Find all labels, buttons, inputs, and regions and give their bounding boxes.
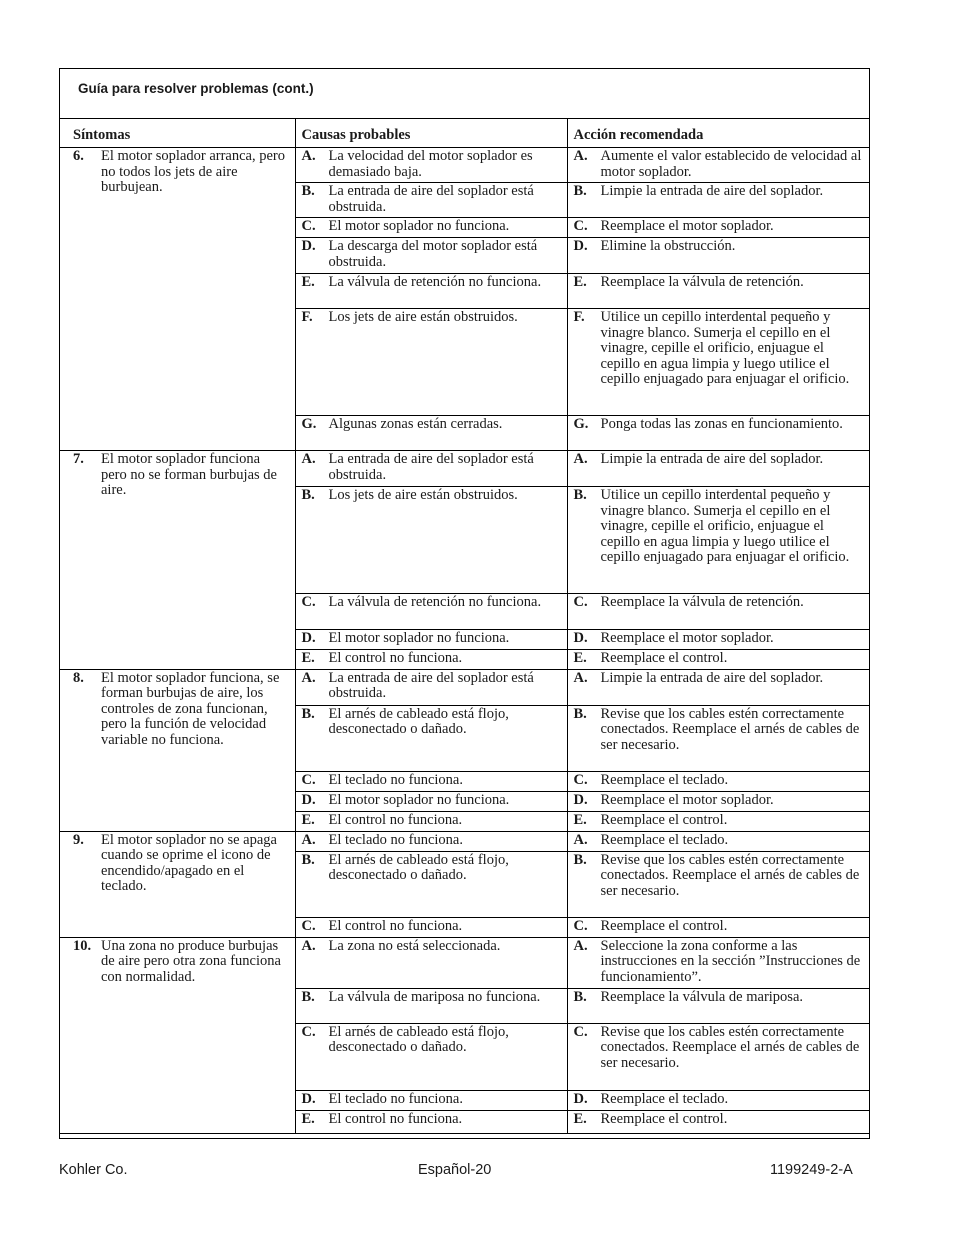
table-row bbox=[59, 669, 870, 705]
action-text: Reemplace la válvula de retención. bbox=[600, 594, 804, 610]
cause-cell bbox=[295, 594, 567, 630]
cause-letter: D. bbox=[301, 1090, 316, 1107]
cause-cell bbox=[295, 771, 567, 791]
header-symptoms: Síntomas bbox=[59, 119, 295, 148]
action-cell bbox=[567, 1110, 870, 1133]
cause-cell bbox=[295, 791, 567, 811]
symptom-text: El motor soplador funciona, se forman burbujas de aire, los controles de zona funcionan, pero la función de velocidad variable no funciona. bbox=[101, 669, 280, 748]
action-letter: D. bbox=[573, 238, 588, 254]
action-letter: B. bbox=[573, 183, 587, 199]
cause-letter: F. bbox=[301, 309, 313, 325]
action-text: Reemplace la válvula de mariposa. bbox=[600, 988, 804, 1005]
action-cell bbox=[567, 630, 870, 650]
cause-cell bbox=[295, 811, 567, 831]
symptom-text: El motor soplador arranca, pero no todos los jets de aire burbujean. bbox=[101, 148, 285, 195]
cause-cell bbox=[295, 274, 567, 309]
action-cell bbox=[567, 705, 870, 771]
cause-text: Los jets de aire están obstruidos. bbox=[328, 309, 518, 325]
cause-cell bbox=[295, 1090, 567, 1110]
cause-text: El teclado no funciona. bbox=[328, 831, 463, 848]
action-text: Elimine la obstrucción. bbox=[600, 238, 736, 254]
action-letter: C. bbox=[573, 771, 588, 788]
cause-cell bbox=[295, 630, 567, 650]
section-title: Guía para resolver problemas (cont.) bbox=[78, 81, 314, 96]
symptom-cell bbox=[59, 831, 295, 937]
cause-letter: C. bbox=[301, 1023, 316, 1040]
action-cell bbox=[567, 218, 870, 238]
action-text: Reemplace el control. bbox=[600, 1110, 728, 1127]
cause-letter: E. bbox=[301, 274, 315, 290]
cause-text: Los jets de aire están obstruidos. bbox=[328, 487, 518, 503]
cause-cell bbox=[295, 988, 567, 1023]
action-letter: C. bbox=[573, 1023, 588, 1040]
cause-cell bbox=[295, 183, 567, 218]
symptom-cell bbox=[59, 148, 295, 451]
cause-cell bbox=[295, 148, 567, 183]
cause-cell bbox=[295, 487, 567, 594]
cause-letter: E. bbox=[301, 649, 315, 666]
cause-letter: B. bbox=[301, 705, 315, 722]
cause-text: El control no funciona. bbox=[328, 811, 463, 828]
action-cell bbox=[567, 917, 870, 937]
symptom-number: 7. bbox=[73, 451, 84, 467]
symptom-number: 9. bbox=[73, 831, 84, 848]
cause-text: La entrada de aire del soplador está obstruida. bbox=[328, 669, 534, 701]
cause-letter: A. bbox=[301, 148, 316, 164]
action-cell bbox=[567, 1023, 870, 1090]
cause-text: El arnés de cableado está flojo, desconectado o dañado. bbox=[328, 705, 509, 737]
action-cell bbox=[567, 416, 870, 451]
cause-text: La descarga del motor soplador está obstruida. bbox=[328, 238, 538, 270]
cause-cell bbox=[295, 238, 567, 274]
action-cell bbox=[567, 274, 870, 309]
action-letter: E. bbox=[573, 274, 587, 290]
cause-cell bbox=[295, 831, 567, 851]
symptom-number: 10. bbox=[73, 937, 92, 954]
action-letter: A. bbox=[573, 669, 588, 686]
action-text: Aumente el valor establecido de velocidad al motor soplador. bbox=[600, 148, 862, 180]
action-cell bbox=[567, 451, 870, 487]
cause-letter: B. bbox=[301, 487, 315, 503]
cause-letter: C. bbox=[301, 218, 316, 234]
cause-text: Algunas zonas están cerradas. bbox=[328, 416, 503, 432]
cause-text: El motor soplador no funciona. bbox=[328, 791, 510, 808]
cause-cell bbox=[295, 1023, 567, 1090]
action-letter: D. bbox=[573, 791, 588, 808]
table-row bbox=[59, 148, 870, 183]
symptom-number: 6. bbox=[73, 148, 84, 164]
action-text: Revise que los cables estén correctamente conectados. Reemplace el arnés de cables de ser necesario. bbox=[600, 705, 860, 753]
cause-letter: B. bbox=[301, 988, 315, 1005]
cause-letter: A. bbox=[301, 937, 316, 954]
action-cell bbox=[567, 649, 870, 669]
cause-cell bbox=[295, 851, 567, 917]
action-letter: C. bbox=[573, 917, 588, 934]
symptom-cell bbox=[59, 669, 295, 831]
action-text: Reemplace el motor soplador. bbox=[600, 791, 774, 808]
cause-text: El motor soplador no funciona. bbox=[328, 218, 510, 234]
action-letter: C. bbox=[573, 594, 588, 610]
cause-cell bbox=[295, 937, 567, 988]
action-cell bbox=[567, 988, 870, 1023]
footer-company: Kohler Co. bbox=[59, 1162, 128, 1178]
action-letter: B. bbox=[573, 988, 587, 1005]
cause-letter: C. bbox=[301, 594, 316, 610]
cause-letter: D. bbox=[301, 238, 316, 254]
cause-letter: D. bbox=[301, 791, 316, 808]
cause-letter: C. bbox=[301, 917, 316, 934]
cause-text: La entrada de aire del soplador está obstruida. bbox=[328, 183, 534, 215]
action-letter: A. bbox=[573, 148, 588, 164]
action-cell bbox=[567, 937, 870, 988]
action-letter: E. bbox=[573, 811, 587, 828]
cause-cell bbox=[295, 451, 567, 487]
table-row bbox=[59, 451, 870, 487]
action-text: Utilice un cepillo interdental pequeño y vinagre blanco. Sumerja el cepillo en el vinagre, cepille el orificio, enjuague el cepillo en agua limpia y luego utilice el cepillo enjuagado para enjuagar el orificio. bbox=[600, 309, 850, 387]
cause-text: La válvula de retención no funciona. bbox=[328, 594, 542, 610]
cause-text: La velocidad del motor soplador es demasiado baja. bbox=[328, 148, 533, 180]
action-text: Seleccione la zona conforme a las instrucciones en la sección ”Instrucciones de funcionamiento”. bbox=[600, 937, 861, 985]
action-cell bbox=[567, 811, 870, 831]
cause-letter: A. bbox=[301, 831, 316, 848]
cause-text: El control no funciona. bbox=[328, 649, 463, 666]
action-text: Revise que los cables estén correctamente conectados. Reemplace el arnés de cables de ser necesario. bbox=[600, 1023, 860, 1071]
action-cell bbox=[567, 851, 870, 917]
cause-cell bbox=[295, 309, 567, 416]
troubleshooting-table bbox=[59, 118, 870, 1134]
cause-cell bbox=[295, 1110, 567, 1133]
symptom-cell bbox=[59, 937, 295, 1133]
cause-letter: B. bbox=[301, 183, 315, 199]
cause-letter: E. bbox=[301, 1110, 315, 1127]
action-cell bbox=[567, 594, 870, 630]
symptom-number: 8. bbox=[73, 669, 84, 686]
cause-text: El control no funciona. bbox=[328, 917, 463, 934]
cause-text: El motor soplador no funciona. bbox=[328, 630, 510, 646]
action-text: Reemplace el control. bbox=[600, 649, 728, 666]
action-letter: D. bbox=[573, 630, 588, 646]
footer-doc-number: 1199249-2-A bbox=[770, 1162, 853, 1178]
cause-cell bbox=[295, 218, 567, 238]
symptom-text: El motor soplador funciona pero no se forman burbujas de aire. bbox=[101, 451, 277, 498]
cause-letter: A. bbox=[301, 669, 316, 686]
cause-letter: C. bbox=[301, 771, 316, 788]
cause-cell bbox=[295, 917, 567, 937]
action-text: Reemplace el teclado. bbox=[600, 771, 729, 788]
action-letter: A. bbox=[573, 937, 588, 954]
action-text: Reemplace el motor soplador. bbox=[600, 630, 774, 646]
action-text: Revise que los cables estén correctamente conectados. Reemplace el arnés de cables de ser necesario. bbox=[600, 851, 860, 899]
action-letter: B. bbox=[573, 705, 587, 722]
cause-letter: B. bbox=[301, 851, 315, 868]
action-cell bbox=[567, 1090, 870, 1110]
cause-text: El teclado no funciona. bbox=[328, 771, 463, 788]
action-text: Reemplace la válvula de retención. bbox=[600, 274, 804, 290]
action-text: Limpie la entrada de aire del soplador. bbox=[600, 669, 824, 686]
action-text: Reemplace el motor soplador. bbox=[600, 218, 774, 234]
header-actions: Acción recomendada bbox=[567, 119, 870, 148]
header-causes: Causas probables bbox=[295, 119, 567, 148]
action-letter: E. bbox=[573, 649, 587, 666]
action-cell bbox=[567, 669, 870, 705]
action-text: Ponga todas las zonas en funcionamiento. bbox=[600, 416, 843, 432]
cause-text: El control no funciona. bbox=[328, 1110, 463, 1127]
action-cell bbox=[567, 771, 870, 791]
cause-letter: A. bbox=[301, 451, 316, 467]
cause-text: El teclado no funciona. bbox=[328, 1090, 463, 1107]
action-letter: D. bbox=[573, 1090, 588, 1107]
action-letter: B. bbox=[573, 851, 587, 868]
cause-cell bbox=[295, 416, 567, 451]
action-cell bbox=[567, 791, 870, 811]
action-text: Limpie la entrada de aire del soplador. bbox=[600, 451, 824, 467]
action-cell bbox=[567, 831, 870, 851]
cause-cell bbox=[295, 705, 567, 771]
action-text: Reemplace el control. bbox=[600, 917, 728, 934]
action-letter: C. bbox=[573, 218, 588, 234]
action-letter: A. bbox=[573, 831, 588, 848]
cause-text: El arnés de cableado está flojo, desconectado o dañado. bbox=[328, 1023, 509, 1055]
footer-page-number: Español-20 bbox=[418, 1162, 492, 1178]
table-row bbox=[59, 937, 870, 988]
cause-letter: E. bbox=[301, 811, 315, 828]
action-letter: B. bbox=[573, 487, 587, 503]
action-cell bbox=[567, 238, 870, 274]
cause-text: La entrada de aire del soplador está obstruida. bbox=[328, 451, 534, 483]
action-text: Utilice un cepillo interdental pequeño y vinagre blanco. Sumerja el cepillo en el vinagre, cepille el orificio, enjuague el cepillo en agua limpia y luego utilice el cepillo enjuagado para enjuagar el orificio. bbox=[600, 487, 850, 565]
action-text: Reemplace el teclado. bbox=[600, 831, 729, 848]
cause-text: La zona no está seleccionada. bbox=[328, 937, 501, 954]
cause-text: La válvula de retención no funciona. bbox=[328, 274, 542, 290]
action-cell bbox=[567, 183, 870, 218]
cause-letter: D. bbox=[301, 630, 316, 646]
symptom-text: Una zona no produce burbujas de aire pero otra zona funciona con normalidad. bbox=[101, 937, 281, 985]
action-cell bbox=[567, 309, 870, 416]
symptom-cell bbox=[59, 451, 295, 670]
symptom-text: El motor soplador no se apaga cuando se oprime el icono de encendido/apagado en el teclado. bbox=[101, 831, 277, 894]
cause-text: El arnés de cableado está flojo, desconectado o dañado. bbox=[328, 851, 509, 883]
action-text: Limpie la entrada de aire del soplador. bbox=[600, 183, 824, 199]
action-letter: E. bbox=[573, 1110, 587, 1127]
action-letter: G. bbox=[573, 416, 589, 432]
cause-letter: G. bbox=[301, 416, 317, 432]
action-cell bbox=[567, 487, 870, 594]
action-letter: F. bbox=[573, 309, 585, 325]
action-text: Reemplace el control. bbox=[600, 811, 728, 828]
table-row bbox=[59, 831, 870, 851]
cause-cell bbox=[295, 669, 567, 705]
action-text: Reemplace el teclado. bbox=[600, 1090, 729, 1107]
table-header-row bbox=[59, 119, 870, 148]
action-cell bbox=[567, 148, 870, 183]
cause-text: La válvula de mariposa no funciona. bbox=[328, 988, 541, 1005]
action-letter: A. bbox=[573, 451, 588, 467]
cause-cell bbox=[295, 649, 567, 669]
